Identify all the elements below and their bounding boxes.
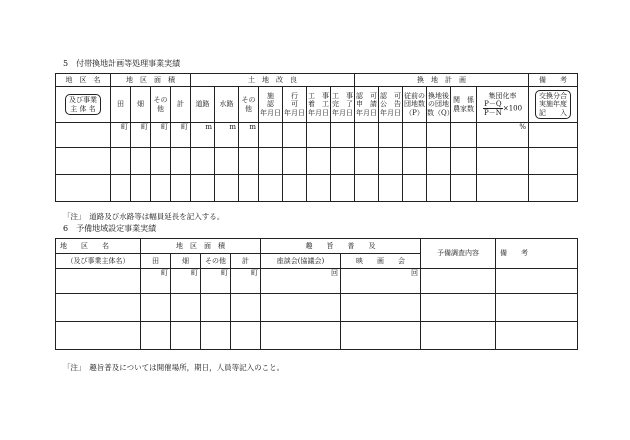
unit-kai: 回 — [261, 269, 341, 294]
s6-header-survey: 予備調査内容 — [421, 239, 496, 269]
s5-sub-other2: その 他 — [239, 87, 259, 123]
table-row — [56, 294, 578, 322]
s5-header-kanchi-plan: 換 地 計 画 — [355, 74, 529, 87]
unit-m: m — [215, 123, 239, 148]
table-row — [56, 175, 578, 202]
s6-sub-district: （及び事業主体名） — [56, 254, 141, 269]
s5-fraction: $\frac{P-Q}{P-N}$ — [483, 99, 502, 118]
s5-sub-c2: 行 可 年月日 — [283, 87, 307, 123]
s6-sub-total: 計 — [231, 254, 261, 269]
s5-sub-c1: 施 認 年月日 — [259, 87, 283, 123]
unit-kai: 回 — [341, 269, 421, 294]
unit-cho: 町 — [131, 123, 151, 148]
unit-m: m — [191, 123, 215, 148]
s6-header-remarks: 備 考 — [496, 239, 578, 269]
s5-sub-road: 道路 — [191, 87, 215, 123]
table-row — [56, 322, 578, 350]
unit-cho: 町 — [141, 269, 171, 294]
unit-cho: 町 — [231, 269, 261, 294]
unit-cho: 町 — [171, 123, 191, 148]
section6-title: 6 予備地域設定事業実績 — [63, 224, 157, 233]
s5-sub-c3: 工 事 着 工 年月日 — [307, 87, 331, 123]
s5-sub-remarks — [529, 87, 578, 123]
section6-table — [55, 238, 578, 350]
s5-sub-c6: 認 可 公 告 年月日 — [379, 87, 403, 123]
s5-sub-c8: 換地後 の団地 数（Q） — [427, 87, 451, 123]
section5-table — [55, 73, 578, 202]
s5-header-land-improvement: 土 地 改 良 — [191, 74, 355, 87]
unit-percent: % — [477, 123, 529, 148]
s5-remarks-paren: 交換分合 実施年度 記 入 — [535, 90, 571, 119]
s5-header-remarks: 備 考 — [529, 74, 578, 87]
s5-sub-ta: 田 — [111, 87, 131, 123]
table-row — [56, 123, 578, 148]
s5-sub-district — [56, 87, 111, 123]
s5-district-paren: 及び事業 主 体 名 — [65, 94, 101, 115]
s5-sub-c7: 従前の 団地数 （P） — [403, 87, 427, 123]
section6-note: 「注」 趣旨普及については開催場所，期日，人員等記入のこと。 — [63, 363, 285, 372]
s5-header-area: 地 区 面 積 — [111, 74, 191, 87]
s5-sub-water: 水路 — [215, 87, 239, 123]
s5-sub-c9: 関 係 農家数 — [451, 87, 477, 123]
unit-cho: 町 — [171, 269, 201, 294]
s5-sub-total: 計 — [171, 87, 191, 123]
s6-sub-meeting: 座談会(協議会) — [261, 254, 341, 269]
s6-sub-other: その他 — [201, 254, 231, 269]
s6-sub-movie: 映 画 会 — [341, 254, 421, 269]
s5-sub-hata: 畑 — [131, 87, 151, 123]
s6-sub-hata: 畑 — [171, 254, 201, 269]
s6-header-shushi: 趣 旨 普 及 — [261, 239, 421, 254]
unit-cho: 町 — [201, 269, 231, 294]
s5-sub-c4: 工 事 完 了 年月日 — [331, 87, 355, 123]
s5-sub-c10: 集団化率 $\frac{P-Q}{P-N}$ ×100 — [477, 87, 529, 123]
section5-title: 5 付帯換地計画等処理事業実績 — [63, 59, 181, 68]
s5-sub-other: その 他 — [151, 87, 171, 123]
s6-header-area: 地 区 面 積 — [141, 239, 261, 254]
s5-sub-c5: 認 可 申 請 年月日 — [355, 87, 379, 123]
table-row — [56, 269, 578, 294]
unit-m: m — [239, 123, 259, 148]
s5-header-district: 地 区 名 — [56, 74, 111, 87]
unit-cho: 町 — [111, 123, 131, 148]
s6-header-district: 地 区 名 — [56, 239, 141, 254]
table-row — [56, 148, 578, 175]
unit-cho: 町 — [151, 123, 171, 148]
s6-sub-ta: 田 — [141, 254, 171, 269]
section5-note: 「注」 道路及び水路等は幅員延長を記入する。 — [63, 212, 225, 221]
